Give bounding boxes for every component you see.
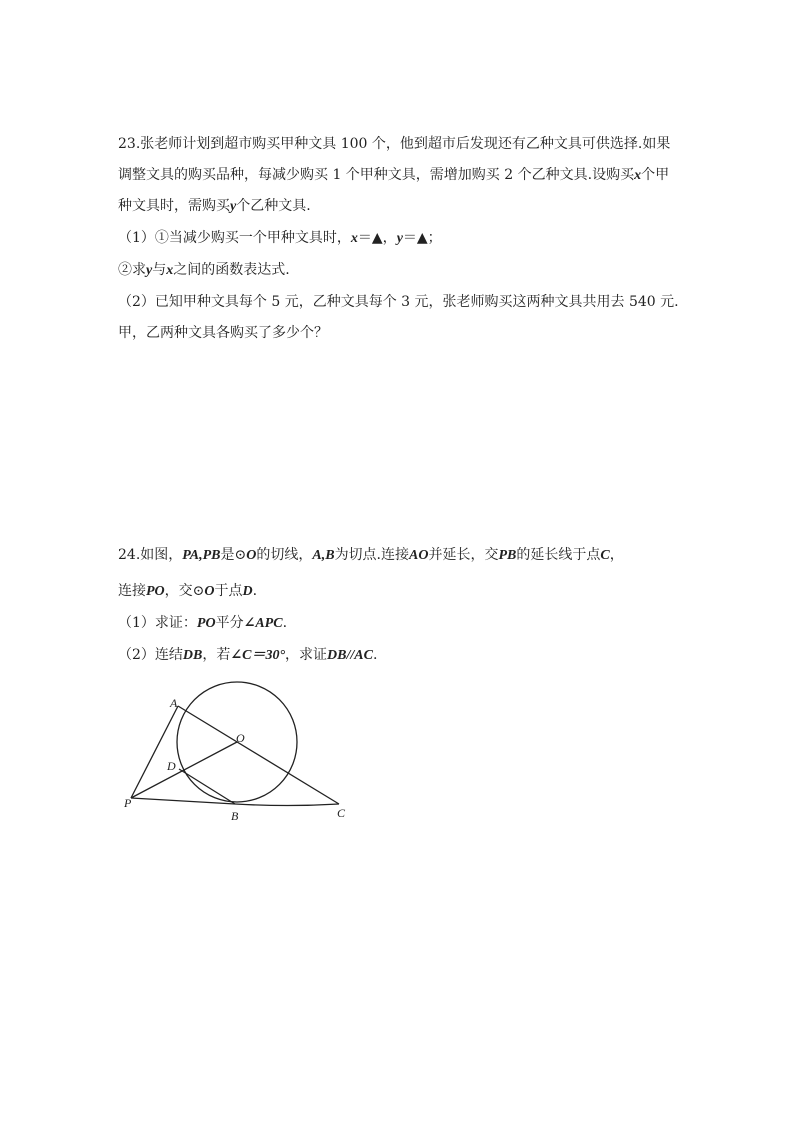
q23-line-3: 种文具时，需购买y个乙种文具.: [118, 198, 311, 214]
segment-db: [179, 769, 235, 804]
q23-line-1: 23.张老师计划到超市购买甲种文具 100 个，他到超市后发现还有乙种文具可供选择.如果: [118, 136, 671, 152]
q24-part-2: （2）连结DB，若∠C＝30°，求证DB//AC.: [118, 647, 378, 663]
q23-part-2b: 甲，乙两种文具各购买了多少个？: [118, 325, 328, 341]
q24-part-1: （1）求证：PO平分∠APC.: [118, 615, 288, 631]
label-b: B: [231, 809, 239, 823]
label-c: C: [337, 806, 346, 820]
label-p: P: [124, 796, 132, 810]
blank-triangle-y: ＝▲；: [402, 230, 442, 246]
q24-line-2: 连接PO，交⊙O于点D.: [118, 583, 258, 599]
var-x: x: [634, 168, 642, 183]
var-y: y: [230, 199, 237, 214]
q23-part-1: （1）①当减少购买一个甲种文具时，x＝▲，y＝▲；: [118, 230, 442, 246]
q23-part-2: （2）已知甲种文具每个 5 元，乙种文具每个 3 元，张老师购买这两种文具共用去 540 元.: [118, 294, 679, 310]
geometry-figure: [118, 676, 358, 826]
segment-po: [131, 742, 237, 798]
q24-line-1: 24.如图，PA,PB是⊙O的切线，A,B为切点.连接AO并延长，交PB的延长线于点C，: [118, 547, 624, 563]
label-o: O: [236, 731, 245, 745]
q23-part-1b: ②求y与x之间的函数表达式.: [118, 262, 290, 278]
label-d: D: [167, 759, 176, 773]
q23-line-2: 调整文具的购买品种，每减少购买 1 个甲种文具，需增加购买 2 个乙种文具.设购买x个甲: [118, 167, 670, 183]
segment-pa: [131, 706, 178, 798]
label-a: A: [170, 696, 178, 710]
blank-triangle-x: ＝▲，: [357, 230, 397, 246]
segment-ac: [178, 706, 339, 804]
